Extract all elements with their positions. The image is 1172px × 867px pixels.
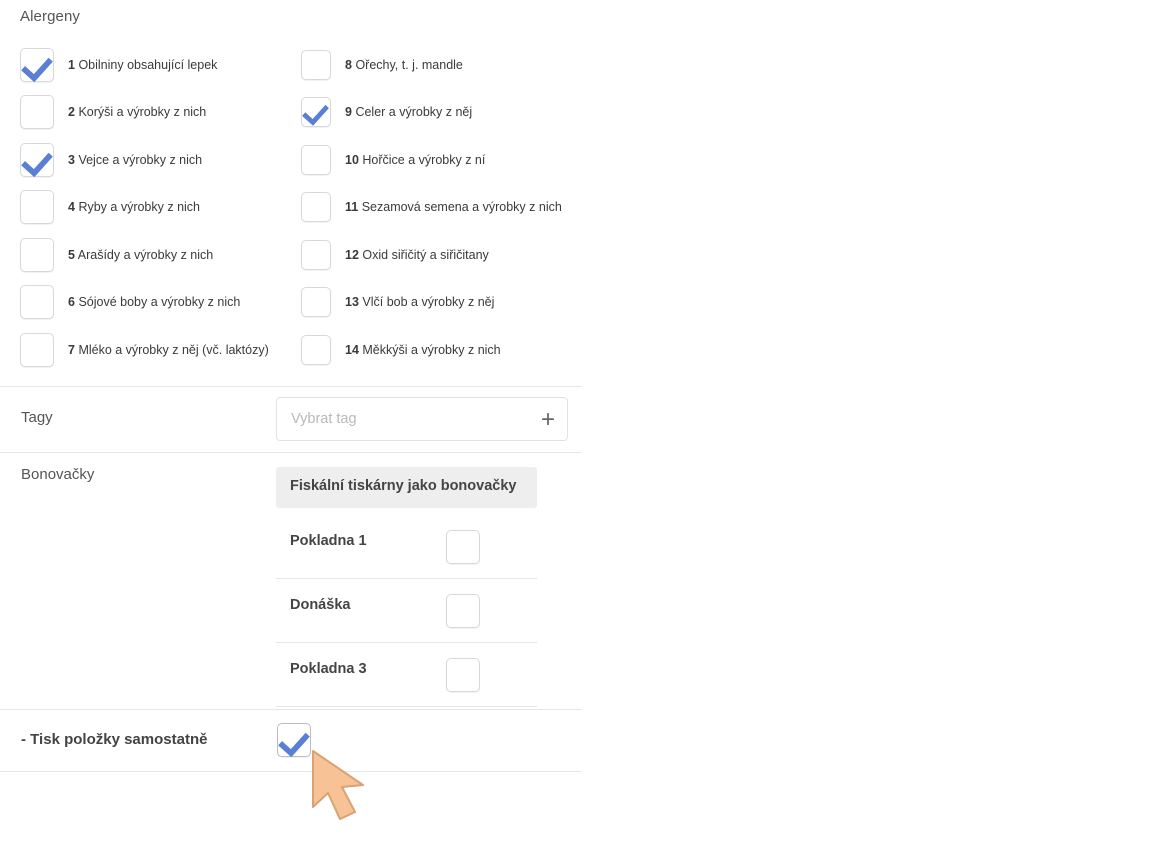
allergen-text-7: Mléko a výrobky z něj (vč. laktózy): [78, 342, 269, 357]
allergen-row-11[interactable]: [301, 184, 581, 232]
print-separately-checkbox[interactable]: [277, 723, 311, 757]
allergen-checkbox-10[interactable]: [301, 145, 331, 175]
allergen-row-6[interactable]: [20, 279, 300, 327]
allergen-text-14: Měkkýši a výrobky z nich: [362, 342, 501, 357]
allergen-checkbox-14[interactable]: [301, 335, 331, 365]
allergen-text-8: Ořechy, t. j. mandle: [355, 57, 463, 72]
allergen-checkbox-8[interactable]: [301, 50, 331, 80]
allergen-text-6: Sójové boby a výrobky z nich: [78, 295, 241, 310]
allergen-number-13: 13: [345, 295, 359, 310]
allergen-checkbox-4[interactable]: [20, 190, 54, 224]
allergen-checkbox-1[interactable]: [20, 48, 54, 82]
print-separately-checkbox-wrapper[interactable]: [277, 723, 311, 757]
allergens-left-column: [20, 41, 300, 374]
allergen-checkbox-13[interactable]: [301, 287, 331, 317]
allergen-label-11: [345, 200, 562, 214]
allergen-label-12: [345, 248, 489, 262]
bonovacky-row-pokladna-1[interactable]: [276, 515, 537, 579]
allergens-columns: [0, 41, 582, 381]
allergen-number-12: 12: [345, 247, 359, 262]
allergen-row-8[interactable]: [301, 41, 581, 89]
allergen-label-2: [68, 105, 206, 119]
allergen-text-3: Vejce a výrobky z nich: [78, 152, 203, 167]
allergen-row-14[interactable]: [301, 326, 581, 374]
allergen-label-6: [68, 295, 240, 309]
allergen-row-13[interactable]: [301, 279, 581, 327]
bonovacky-section: [0, 452, 582, 707]
allergen-text-12: Oxid siřičitý a siřičitany: [362, 247, 489, 262]
tag-input-placeholder: Vybrat tag: [291, 411, 357, 427]
bonovacky-row-donaska[interactable]: [276, 579, 537, 643]
allergen-number-11: 11: [345, 200, 359, 215]
allergen-label-4: [68, 200, 200, 214]
allergen-label-8: [345, 58, 463, 72]
bonovacky-label: Bonovačky: [21, 466, 95, 483]
allergen-number-4: 4: [68, 200, 75, 215]
allergen-text-5: Arašídy a výrobky z nich: [77, 247, 214, 262]
bonovacky-checkbox-2[interactable]: [446, 594, 480, 628]
bonovacky-list: [276, 515, 537, 707]
plus-icon[interactable]: +: [540, 406, 555, 433]
allergen-label-1: [68, 58, 217, 72]
allergen-number-2: 2: [68, 105, 75, 120]
allergen-checkbox-2[interactable]: [20, 95, 54, 129]
allergen-text-10: Hořčice a výrobky z ní: [362, 152, 486, 167]
allergen-checkbox-3[interactable]: [20, 143, 54, 177]
allergen-label-5: [68, 248, 213, 262]
tags-row: [0, 386, 582, 452]
bonovacky-row-pokladna-3[interactable]: [276, 643, 537, 707]
allergen-row-4[interactable]: [20, 184, 300, 232]
allergen-checkbox-12[interactable]: [301, 240, 331, 270]
bonovacky-checkbox-1[interactable]: [446, 530, 480, 564]
allergen-number-14: 14: [345, 342, 359, 357]
allergens-title: Alergeny: [20, 8, 81, 25]
allergen-row-12[interactable]: [301, 231, 581, 279]
print-separately-row: [0, 709, 582, 771]
allergen-checkbox-7[interactable]: [20, 333, 54, 367]
allergen-label-9: [345, 105, 472, 119]
allergen-label-10: [345, 153, 485, 167]
allergen-number-8: 8: [345, 57, 352, 72]
allergen-number-3: 3: [68, 152, 75, 167]
print-separately-label: - Tisk položky samostatně: [21, 731, 208, 748]
allergen-checkbox-6[interactable]: [20, 285, 54, 319]
allergen-number-9: 9: [345, 105, 352, 120]
allergen-number-1: 1: [68, 57, 75, 72]
allergen-text-11: Sezamová semena a výrobky z nich: [361, 200, 562, 215]
allergen-row-3[interactable]: [20, 136, 300, 184]
allergen-number-7: 7: [68, 342, 75, 357]
allergen-label-13: [345, 295, 494, 309]
bonovacky-checkbox-3-wrapper[interactable]: [446, 658, 480, 692]
bonovacky-checkbox-2-wrapper[interactable]: [446, 594, 480, 628]
allergen-text-4: Ryby a výrobky z nich: [78, 200, 201, 215]
allergen-number-10: 10: [345, 152, 359, 167]
bonovacky-name-2: Donáška: [290, 597, 351, 613]
allergen-row-5[interactable]: [20, 231, 300, 279]
allergen-row-10[interactable]: [301, 136, 581, 184]
bonovacky-name-3: Pokladna 3: [290, 661, 367, 677]
allergen-text-9: Celer a výrobky z něj: [355, 105, 473, 120]
bonovacky-checkbox-3[interactable]: [446, 658, 480, 692]
allergen-row-9[interactable]: [301, 89, 581, 137]
allergen-checkbox-11[interactable]: [301, 192, 331, 222]
tag-select-input[interactable]: [276, 397, 568, 441]
bonovacky-header: [276, 467, 537, 508]
allergen-checkbox-5[interactable]: [20, 238, 54, 272]
allergen-text-1: Obilniny obsahující lepek: [78, 57, 218, 72]
allergen-text-13: Vlčí bob a výrobky z něj: [362, 295, 495, 310]
bonovacky-name-1: Pokladna 1: [290, 533, 367, 549]
allergen-label-7: [68, 343, 269, 357]
allergen-number-5: 5: [68, 247, 75, 262]
allergen-label-14: [345, 343, 501, 357]
bonovacky-header-text: Fiskální tiskárny jako bonovačky: [290, 478, 517, 494]
allergen-text-2: Korýši a výrobky z nich: [78, 105, 207, 120]
allergens-section: [0, 0, 582, 381]
allergen-row-1[interactable]: [20, 41, 300, 89]
allergen-row-7[interactable]: [20, 326, 300, 374]
allergen-row-2[interactable]: [20, 89, 300, 137]
allergens-right-column: [301, 41, 581, 374]
allergen-checkbox-9[interactable]: [301, 97, 331, 127]
tags-label: Tagy: [21, 409, 53, 426]
bonovacky-checkbox-1-wrapper[interactable]: [446, 530, 480, 564]
allergen-label-3: [68, 153, 202, 167]
allergen-number-6: 6: [68, 295, 75, 310]
divider-print-bottom: [0, 771, 582, 772]
